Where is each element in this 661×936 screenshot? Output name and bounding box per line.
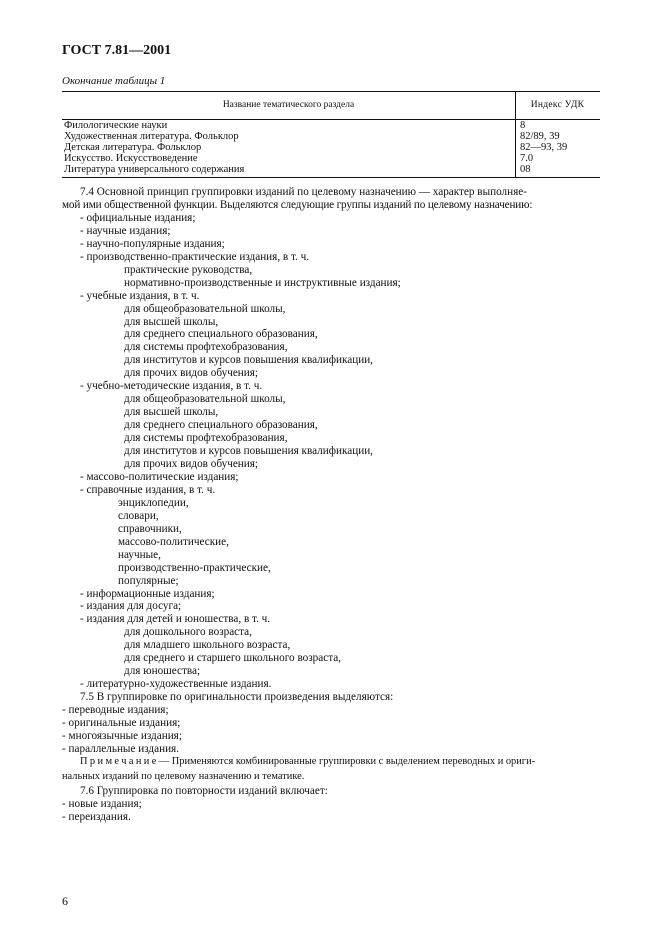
note-text-1: — Применяются комбинированные группировки с выделением переводных и ориги- [158, 756, 536, 767]
text-line: - литературно-художественные издания. [80, 678, 272, 691]
text-line: для высшей школы, [124, 406, 219, 419]
text-line: для институтов и курсов повышения квалификации, [124, 445, 373, 457]
text-line: - издания для детей и юношества, в т. ч. [80, 613, 271, 626]
table-row-index: 82—93, 39 [520, 142, 568, 153]
text-line: мой ими общественной функции. Выделяются следующие группы изданий по целевому назначению: [62, 198, 533, 211]
text-line: практические руководства, [124, 263, 253, 276]
text-line: для младшего школьного возраста, [124, 639, 291, 652]
text-line: - официальные издания; [80, 211, 196, 224]
text-line: для высшей школы, [124, 315, 219, 328]
table-row-name: Детская литература. Фольклор [64, 142, 202, 153]
column-header-index: Индекс УДК [530, 100, 585, 110]
column-header-name: Название тематического раздела [222, 100, 355, 110]
text-line: - переводные издания; [62, 704, 169, 716]
text-line: справочники, [118, 522, 182, 535]
text-line: - учебно-методические издания, в т. ч. [80, 380, 263, 393]
text-line: для системы профтехобразования, [124, 341, 288, 354]
text-line: - справочные издания, в т. ч. [80, 483, 216, 496]
text-line: для среднего и старшего школьного возраста, [124, 652, 341, 665]
page-number: 6 [62, 894, 68, 908]
text-line: - научные издания; [80, 224, 171, 237]
note-label: Примечание [80, 756, 159, 767]
text-line: - информационные издания; [80, 587, 215, 600]
table-row-index: 08 [520, 164, 531, 175]
text-line: - учебные издания, в т. ч. [80, 289, 200, 302]
text-line: - многоязычные издания; [62, 729, 182, 742]
text-line: нормативно-производственные и инструктивные издания; [124, 276, 401, 289]
table-row-name: Литература универсального содержания [64, 164, 245, 175]
text-line: - издания для досуга; [80, 600, 182, 613]
table-row-name: Филологические науки [64, 120, 168, 131]
text-line: производственно-практические, [118, 561, 271, 574]
text-line: для прочих видов обучения; [124, 457, 259, 470]
text-line: - оригинальные издания; [62, 716, 181, 729]
text-line: для общеобразовательной школы, [124, 302, 286, 315]
text-line: для юношества; [124, 665, 201, 678]
text-line: для институтов и курсов повышения квалификации, [124, 354, 373, 367]
text-line: - массово-политические издания; [80, 470, 239, 483]
text-line: научные, [118, 548, 161, 561]
subject-table [62, 91, 600, 178]
text-line: - переиздания. [62, 811, 131, 823]
text-line: 7.4 Основной принцип группировки изданий по целевому назначению — характер выполняе- [80, 186, 527, 198]
table-row-name: Искусство. Искусствоведение [64, 153, 198, 164]
table-row-index: 8 [520, 120, 526, 131]
table-row-index: 7.0 [520, 153, 534, 164]
text-line: 7.6 Группировка по повторности изданий включает: [80, 785, 328, 797]
table-caption: Окончание таблицы 1 [62, 75, 166, 87]
text-line: для среднего специального образования, [124, 419, 318, 432]
text-line: для дошкольного возраста, [124, 626, 252, 639]
text-line: словари, [118, 509, 159, 522]
note-line-2: нальных изданий по целевому назначению и тематике. [62, 771, 305, 782]
note-line-1 [80, 756, 535, 767]
table-row-index: 82/89, 39 [520, 131, 560, 142]
text-line: энциклопедии, [118, 496, 189, 509]
text-line: популярные; [118, 574, 179, 587]
text-line: массово-политические, [118, 535, 229, 548]
text-line: - новые издания; [62, 798, 142, 810]
text-line: для прочих видов обучения; [124, 367, 259, 380]
text-line: - научно-популярные издания; [80, 237, 225, 250]
table-row-name: Художественная литература. Фольклор [64, 131, 239, 142]
text-line: 7.5 В группировке по оригинальности произведения выделяются: [80, 691, 394, 703]
document-header: ГОСТ 7.81—2001 [62, 43, 172, 58]
text-line: для среднего специального образования, [124, 328, 318, 341]
text-line: для системы профтехобразования, [124, 432, 288, 444]
text-line: - производственно-практические издания, в т. ч. [80, 250, 310, 263]
text-line: - параллельные издания. [62, 742, 179, 755]
text-line: для общеобразовательной школы, [124, 393, 286, 406]
